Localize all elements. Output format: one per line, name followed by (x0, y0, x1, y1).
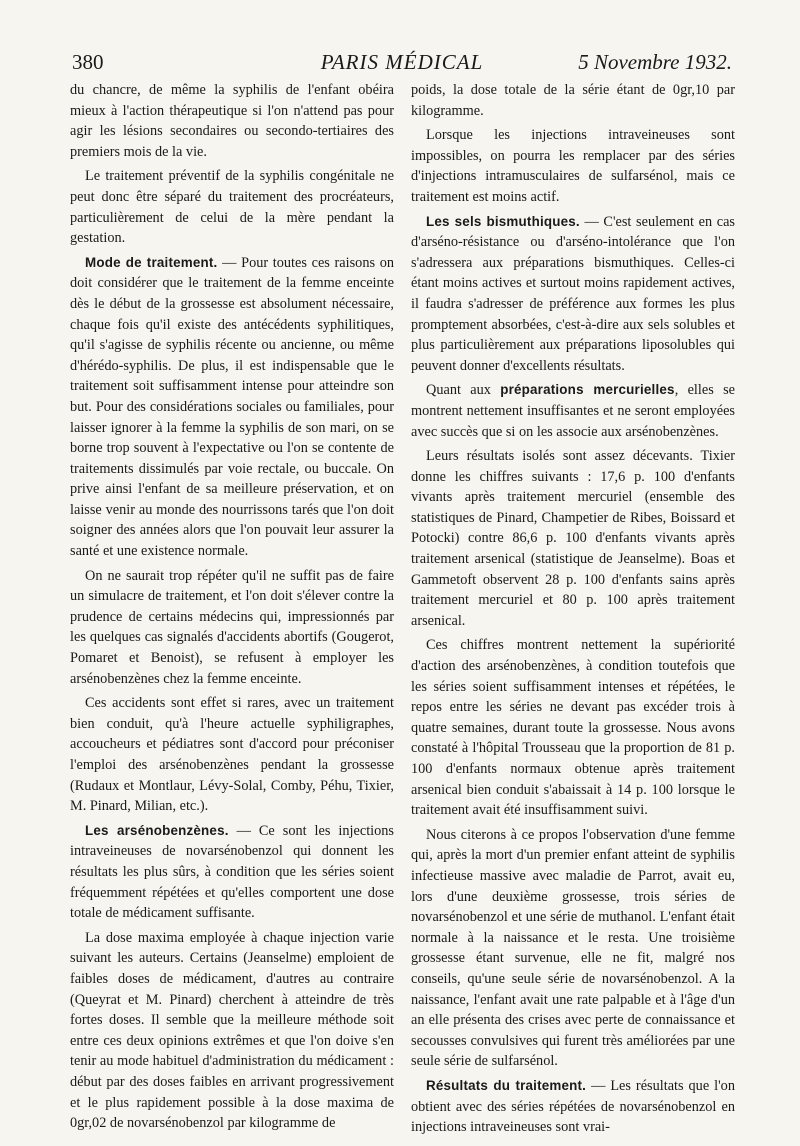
paragraph-text: — Pour toutes ces raisons on doit considérer que le traitement de la femme enceinte dès le début de la grossesse est absolument nécessaire, chaque fois qu'il existe des antécédents syphilitiques, qu'il s'agisse de syphilis récente ou ancienne, ou même d'hérédo-syphilis. De plus, il est indispensable que le traitement soit suffisamment intense pour atteindre son but. Pour des considérations sociales ou familiales, pour laisser ignorer à la femme la syphilis de son mari, on se borne trop souvent à l'expectative ou l'on se contente de traitements dissimulés par voie rectale, ou buccale. On prive ainsi l'enfant de sa meilleure préservation, et on laisse venir au monde des nourrissons tarés que l'on doit soigner des années alors que l'on pouvait leur assurer la santé et une existence normale. (70, 254, 394, 560)
running-header (72, 50, 732, 80)
paragraph: La dose maxima employée à chaque injection varie suivant les auteurs. Certains (Jeanselme) emploient de faibles doses de médicament, d'autres au contraire (Queyrat et M. Pinard) cherchent à atteindre de très fortes doses. Il semble que la meilleure méthode soit entre ces deux opinions extrêmes et que l'on doive s'en tenir au mode habituel d'administration du médicament : début par des doses faibles en arrivant progressivement et le plus rapidement possible à la dose maxima de 0gr,02 de novarsénobenzol par kilogramme de (70, 929, 394, 1132)
paragraph-text: — C'est seulement en cas d'arséno-résistance ou d'arséno-intolérance que l'on s'adressera aux préparations bismuthiques. Celles-ci étant moins actives et surtout moins rapidement actives, il faudra s'adresser de préférence aux formes les plus promptement absorbées, c'est-à-dire aux sels solubles et plus particulièrement aux préparations liposolubles qui peuvent donner d'excellents résultats. (411, 213, 736, 374)
paragraph: Le traitement préventif de la syphilis congénitale ne peut donc être séparé du traitement des procréateurs, particulièrement de celui de la mère pendant la gestation. (70, 168, 394, 247)
paragraph-text: — Les résultats que l'on obtient avec des séries répétées de novarsénobenzol en injections intraveineuses sont vrai- (411, 1077, 735, 1136)
paragraph (411, 1076, 735, 1138)
inline-heading: préparations mercurielles (500, 382, 675, 398)
paragraph: Ces chiffres montrent nettement la supériorité d'action des arsénobenzènes, à condition toutefois que les séries soient suffisamment intenses et répétées, le repos entre les séries ne devant pas excéder trois à quatre semaines, durant toute la grossesse. Nous avons constaté à l'hôpital Trousseau que la proportion de 81 p. 100 d'enfants normaux obtenue après traitement arsenical bien conduit s'abaissait à 14 p. 100 lorsque le traitement avait été insuffisamment suivi. (411, 637, 735, 819)
paragraph: Lorsque les injections intraveineuses sont impossibles, on pourra les remplacer par des séries d'injections intramusculaires de sulfarsénol, mais ce traitement est moins actif. (411, 127, 735, 205)
section-heading: Mode de traitement. (85, 254, 218, 270)
section-heading: Les arsénobenzènes. (85, 822, 229, 838)
paragraph: On ne saurait trop répéter qu'il ne suffit pas de faire un simulacre de traitement, et l'on doit s'élever contre la prudence de certains médecins qui, impressionnés par les quelques cas signalés d'accidents abortifs (Gougerot, Pomaret et Benoist), se refusent à employer les arsénobenzènes chez la femme enceinte. (70, 567, 394, 687)
paragraph (70, 253, 394, 562)
section-heading: Résultats du traitement. (426, 1077, 587, 1093)
paragraph-text: Quant aux (426, 382, 501, 399)
paragraph (70, 821, 394, 924)
paragraph: Ces accidents sont effet si rares, avec un traitement bien conduit, qu'à l'heure actuelle syphiligraphes, accoucheurs et pédiatres sont d'accord pour préconiser l'emploi des arsénobenzènes pendant la grossesse (Rudaux et Montlaur, Lévy-Solal, Comby, Péhu, Tixier, M. Pinard, Milian, etc.). (70, 695, 394, 815)
paragraph: Leurs résultats isolés sont assez décevants. Tixier donne les chiffres suivants : 17,6 p. 100 d'enfants vivants après traitement mercuriel (ensemble des statistiques de Pinard, Champetier de Ribes, Boissard et Potocki) contre 86,6 p. 100 d'enfants vivants après traitement arsenical (statistique de Jeanselme). Boas et Gammetoft observent 28 p. 100 d'enfants sains après traitement mercuriel et 80 p. 100 après traitement arsenical. (411, 448, 735, 629)
paragraph: Nous citerons à ce propos l'observation d'une femme qui, après la mort d'un premier enfant atteint de syphilis infectieuse massive avec maladie de Parrot, avait eu, lors d'une deuxième grossesse, trois séries de novarsénobenzol et une série de muthanol. L'enfant était normale à la naissance et le resta. Une troisième grossesse étant survenue, elle ne fit, malgré nos conseils, qu'une seule série de novarsénobenzol. A la naissance, l'enfant avait une rate palpable et à l'âge d'un an elle présenta des crises avec perte de connaissance et secousses convulsives qui furent très améliorées par une seule série de sulfarsénol. (411, 826, 735, 1070)
left-column (70, 80, 394, 1138)
page-number: 380 (72, 50, 104, 74)
journal-title: PARIS MÉDICAL (320, 50, 484, 74)
paragraph: du chancre, de même la syphilis de l'enfant obéira mieux à l'action thérapeutique si l'on n'attend pas pour agir les lésions secondaires ou secondo-tertiaires des premiers mois de la vie. (70, 82, 394, 160)
section-heading: Les sels bismuthiques. (426, 213, 580, 229)
paragraph (411, 380, 735, 442)
issue-date: 5 Novembre 1932. (578, 50, 732, 74)
paragraph (411, 212, 735, 377)
paragraph-text: — Ce sont les injections intraveineuses de novarsénobenzol qui donnent les résultats les plus sûrs, à condition que les séries soient fréquemment répétées et qu'elles comportent une dose totale de médicament suffisante. (70, 822, 395, 922)
paragraph: poids, la dose totale de la série étant de 0gr,10 par kilogramme. (411, 82, 735, 119)
right-column (411, 80, 735, 1142)
paragraph-text: , elles se montrent nettement insuffisantes et ne seront employées avec succès que si on les associe aux arsénobenzènes. (411, 382, 735, 440)
